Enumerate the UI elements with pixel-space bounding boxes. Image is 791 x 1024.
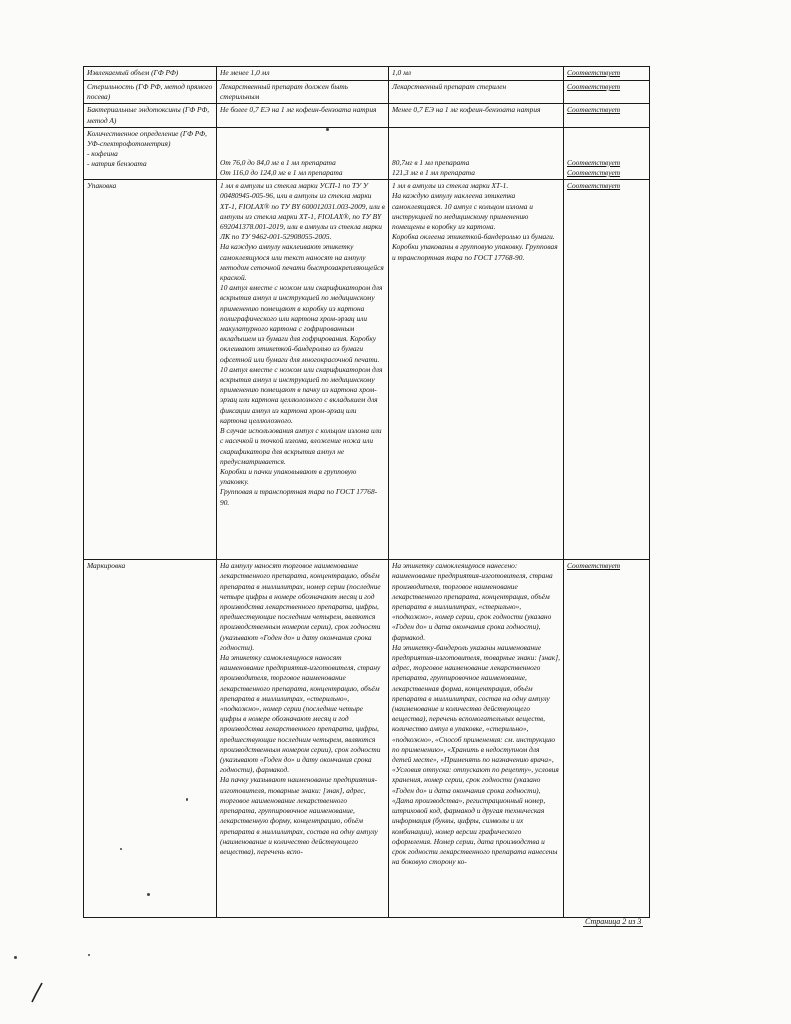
param-name: Извлекаемый объем (ГФ РФ) [84, 67, 217, 81]
param-conclusion: Соответствует [567, 168, 621, 178]
table-row [84, 560, 650, 918]
param-spec: 1 мл в ампулы из стекла марки УСП-1 по ТУ У 00480945-005-96, или в ампулы из стекла марки ХТ-1, FIOLAX® по ТУ BY 600012031.003-2009, или в ампулы из стекла марки ХТ-1, FIOLAX®, по ТУ BY 692041378.001-2019, или в ампулы из стекла марки ЛК по ТУ 9462-001-52908055-2005. На каждую ампулу наклеивают этикетку самоклеящуюся или текст наносят на ампулу методом сеточной печати быстрозакрепляющейся краской. 10 ампул вместе с ножом или скарификатором для вскрытия ампул и инструкцией по медицинскому применению помещают в коробку из картона полиграфического или картона хром-эрзац или макулатурного картона с гофрированным вкладышем из бумаги для гофрирования. Коробку оклеивают этикеткой-бандеролью из бумаги офсетной или бумаги для многокрасочной печати. 10 ампул вместе с ножом или скарификатором для вскрытия ампул и инструкцией по медицинскому применению помещают в пачку из картона хром-эрзац или картона целлюлозного с вкладышем для фиксации ампул из картона хром-эрзац или картона целлюлозного. В случае использования ампул с кольцом излома или с насечкой и точкой излома, вложение ножа или скарификатора для вскрытия ампул не предусматривается. Коробки и пачки упаковывают в групповую упаковку. Групповая и транспортная тара по ГОСТ 17768-90. [217, 180, 389, 560]
param-result: 121,3 мг в 1 мл препарата [392, 168, 475, 178]
scan-speck [147, 893, 150, 896]
param-result: Лекарственный препарат стерилен [389, 81, 564, 104]
param-conclusion: Соответствует [564, 67, 650, 81]
param-result: 1,0 мл [389, 67, 564, 81]
param-result: 1 мл в ампулы из стекла марки ХТ-1. На каждую ампулу наклеена этикетка самоклеящаяся. 10 ампул с кольцом излома и инструкцией по медицинскому применению помещены в коробку из картона. Коробка оклеена этикеткой-бандеролью из бумаги. Коробки упакованы в групповую упаковку. Групповая и транспортная тара по ГОСТ 17768-90. [389, 180, 564, 560]
param-result: 80,7мг в 1 мл препарата [392, 157, 470, 167]
param-name: Стерильность (ГФ РФ, метод прямого посева) [84, 81, 217, 104]
param-result: Менее 0,7 ЕЭ на 1 мг кофеин-бензоата натрия [389, 104, 564, 127]
scan-speck [120, 848, 122, 850]
table-row [84, 180, 650, 560]
param-spec: От 76,0 до 84,0 мг в 1 мл препарата [220, 157, 336, 167]
param-spec: Не более 0,7 ЕЭ на 1 мг кофеин-бензоата натрия [217, 104, 389, 127]
param-conclusion: Соответствует [564, 81, 650, 104]
param-conclusion: Соответствует [564, 180, 650, 560]
scan-speck [88, 954, 90, 956]
param-conclusion: Соответствует [564, 104, 650, 127]
param-spec: На ампулу наносят торговое наименование лекарственного препарата, концентрацию, объём препарата в миллилитрах, номер серии (последние четыре цифры в номере обозначают месяц и год производства лекарственного препарата, цифры, предшествующие последним четырем, являются производственным номером серии), срок годности (указывают «Годен до» и дату окончания срока годности). На этикетку самоклеящуюся наносят наименование предприятия-изготовителя, страну производителя, торговое наименование лекарственного препарата, концентрацию, объём препарата в миллилитрах, «стерильно», «подкожно», номер серии (последние четыре цифры в номере обозначают месяц и год производства лекарственного препарата, цифры, предшествующие последним четырем, являются производственным номером серии), срок годности (указывают «Годен до» и дату окончания срока годности), фармакод. На пачку указывают наименование предприятия-изготовителя, товарные знаки: [знак], адрес, торговое наименование лекарственного препарата, группировочное наименование, лекарственную форму, концентрацию, объём препарата в миллилитрах, состав на одну ампулу (наименование и количество действующего вещества), перечень вспо- [217, 560, 389, 918]
page-number: Страница 2 из 3 [585, 917, 642, 926]
param-name: Бактериальные эндотоксины (ГФ РФ, метод А) [84, 104, 217, 127]
scan-speck [326, 128, 329, 131]
sub-item: - натрия бензоата [87, 159, 147, 169]
sub-item: - кофеина [87, 149, 118, 159]
spec-table [83, 66, 650, 918]
param-spec: Не менее 1,0 мл [217, 67, 389, 81]
param-conclusion: Соответствует [567, 157, 621, 167]
param-conclusion: Соответствует [564, 560, 650, 918]
param-name: Маркировка [84, 560, 217, 918]
pen-mark [30, 982, 44, 1004]
table-row [84, 104, 650, 127]
param-name: Количественное определение (ГФ РФ, УФ-спектрофотометрия) [87, 128, 207, 149]
param-name: Упаковка [84, 180, 217, 560]
table-row [84, 81, 650, 104]
param-spec: От 116,0 до 124,0 мг в 1 мл препарата [220, 168, 343, 178]
scan-speck [14, 956, 17, 959]
table-row [84, 127, 650, 179]
param-spec: Лекарственный препарат должен быть стерильным [217, 81, 389, 104]
param-result: На этикетку самоклеящуюся нанесено: наименование предприятия-изготовителя, страна производителя, торговое наименование лекарственного препарата, концентрация, объём препарата в миллилитрах, «стерильно», «подкожно», номер серии, срок годности (указано «Годен до» и дата окончания срока годности), фармакод. На этикетку-бандероль указаны наименование предприятия-изготовителя, товарные знаки: [знак], адрес, торговое наименование лекарственного препарата, группировочное наименование, лекарственная форма, концентрация, объём препарата в миллилитрах, состав на одну ампулу (наименование и количество действующего вещества), перечень вспомогательных веществ, количество ампул в упаковке, «стерильно», «подкожно», «Способ применения: см. инструкцию по применению», «Хранить в недоступном для детей месте», «Применять по назначению врача», «Условия отпуска: отпускают по рецепту», условия хранения, номер серии, срок годности (указано «Годен до» и дата окончания срока годности), «Дата производства», регистрационный номер, штриховой код, фармакод и другая техническая информация (буквы, цифры, символы и их комбинации), номер версии графического оформления. Номер серии, дата производства и срок годности лекарственного препарата нанесены на боковую сторону ко- [389, 560, 564, 918]
scan-speck [186, 798, 188, 801]
table-row [84, 67, 650, 81]
